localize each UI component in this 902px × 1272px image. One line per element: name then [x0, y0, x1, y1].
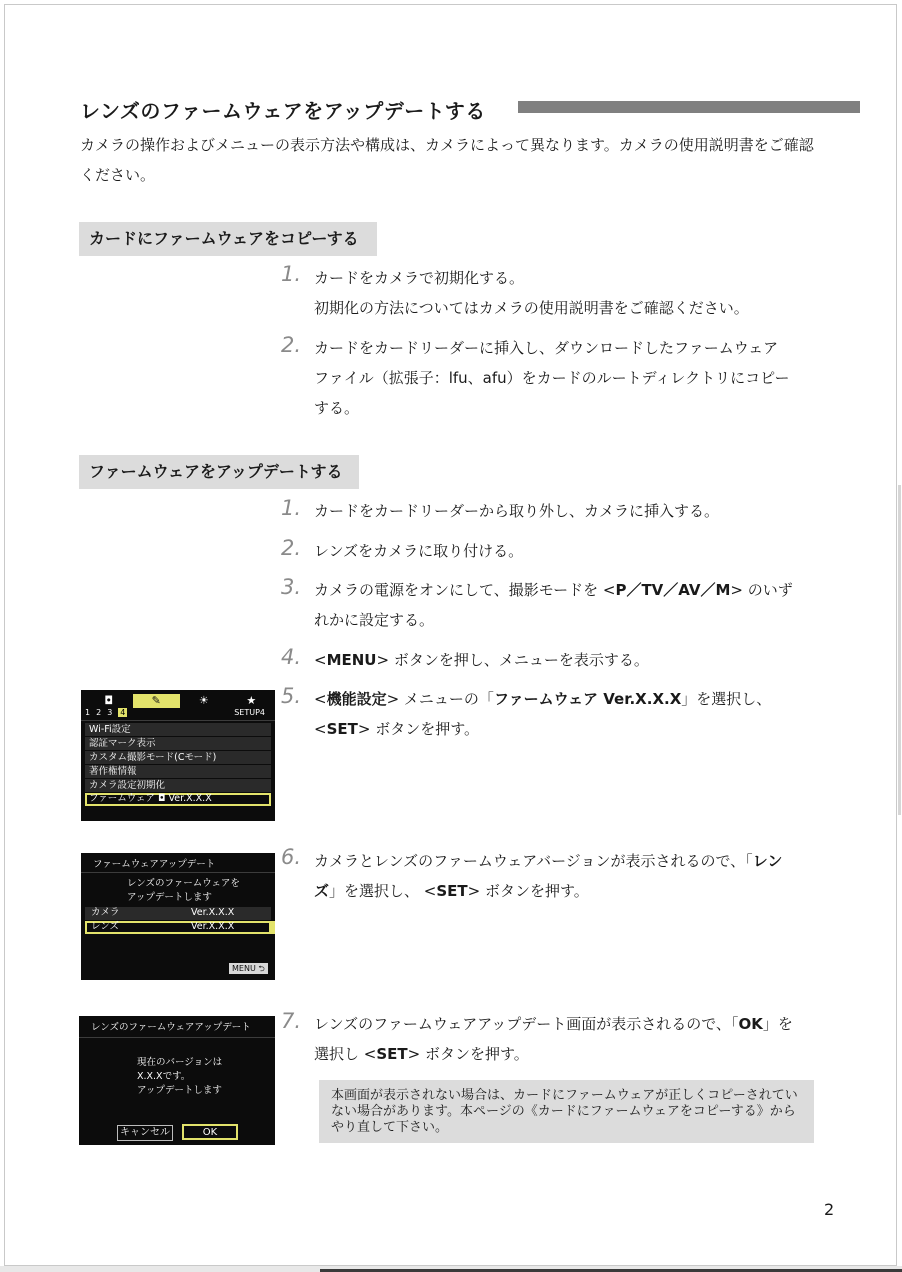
step-text: <MENU> ボタンを押し、メニューを表示する。 [314, 651, 649, 669]
camera-message: アップデートします [127, 892, 212, 903]
step-number: 2. [281, 536, 302, 560]
camera-menu-item: 認証マーク表示 [89, 738, 156, 749]
camera-screen-firmware-update [81, 853, 275, 980]
step-number: 6. [281, 845, 302, 869]
title-rule [518, 101, 860, 113]
step-text: <機能設定> メニューの「ファームウェア Ver.X.X.X」を選択し、 <SET> ボタンを押す。 [314, 690, 772, 738]
step-text: カメラとレンズのファームウェアバージョンが表示されるので、「レン ズ」を選択し、 <SET> ボタンを押す。 [314, 852, 783, 900]
camera-screen-setup-menu [81, 690, 275, 821]
step-number: 7. [281, 1009, 302, 1033]
camera-message: 現在のバージョンは [137, 1057, 223, 1068]
camera-screen-title: ファームウェアアップデート [93, 859, 216, 870]
page-number: 2 [824, 1200, 835, 1219]
camera-tab-playback: ☀ [198, 694, 209, 707]
camera-menu-tabs [85, 694, 275, 708]
camera-screen-lens-update [79, 1016, 275, 1145]
camera-menu-back-button: MENU ⮌ [229, 963, 268, 974]
camera-menu-item: 著作権情報 [89, 766, 137, 777]
camera-row-version: Ver.X.X.X [191, 907, 235, 918]
page-title: レンズのファームウェアをアップデートする [80, 99, 486, 123]
camera-row-version: Ver.X.X.X [191, 921, 235, 932]
step-number: 2. [281, 333, 302, 357]
step-text: カードをカードリーダーに挿入し、ダウンロードしたファームウェア ファイル（拡張子：lfu、afu）をカードのルートディレクトリにコピー する。 [314, 339, 790, 417]
camera-row-label: カメラ [91, 907, 120, 918]
camera-screen-title: レンズのファームウェアアップデート [91, 1022, 251, 1033]
step-number: 4. [281, 645, 302, 669]
camera-message: アップデートします [137, 1085, 222, 1096]
camera-row-label: レンズ [91, 921, 119, 932]
step-number: 5. [281, 684, 302, 708]
section-heading-update: ファームウェアをアップデートする [79, 455, 359, 489]
step-text: カードをカメラで初期化する。 初期化の方法についてはカメラの使用説明書をご確認ください。 [314, 269, 749, 317]
camera-menu-item: カメラ設定初期化 [89, 780, 166, 791]
camera-tab-shooting: ◘ [104, 694, 114, 707]
camera-cancel-button: キャンセル [117, 1125, 173, 1141]
camera-message: レンズのファームウェアを [127, 878, 240, 889]
camera-subtabs: 1 2 3 4 SETUP4 [85, 708, 265, 717]
camera-ok-button: OK [182, 1124, 238, 1140]
note-box: 本画面が表示されない場合は、カードにファームウェアが正しくコピーされていない場合があります。本ページの《カードにファームウェアをコピーする》からやり直して下さい。 [319, 1080, 814, 1143]
camera-menu-item: Wi-Fi設定 [89, 724, 131, 735]
intro-paragraph: カメラの操作およびメニューの表示方法や構成は、カメラによって異なります。カメラの使用説明書をご確認ください。 [80, 136, 814, 184]
camera-message: X.X.Xです。 [137, 1071, 191, 1082]
camera-tab-mymenu: ★ [246, 694, 257, 707]
step-number: 3. [281, 575, 302, 599]
section-heading-copy: カードにファームウェアをコピーする [79, 222, 377, 256]
step-number: 1. [281, 496, 302, 520]
setup-page-label: SETUP4 [234, 708, 265, 717]
step-number: 1. [281, 262, 302, 286]
step-text: レンズのファームウェアアップデート画面が表示されるので、「OK」を 選択し <SET> ボタンを押す。 [314, 1015, 793, 1063]
camera-menu-item-firmware: ファームウェア ◘ Ver.X.X.X [89, 793, 212, 804]
step-text: カメラの電源をオンにして、撮影モードを <P／TV／AV／M> のいず れかに設定する。 [314, 581, 793, 629]
camera-menu-item: カスタム撮影モード(Cモード) [89, 752, 217, 763]
step-text: レンズをカメラに取り付ける。 [314, 542, 524, 560]
scroll-indicator[interactable] [898, 485, 901, 815]
step-text: カードをカードリーダーから取り外し、カメラに挿入する。 [314, 502, 720, 520]
camera-tab-setup: ✎ [133, 694, 181, 708]
